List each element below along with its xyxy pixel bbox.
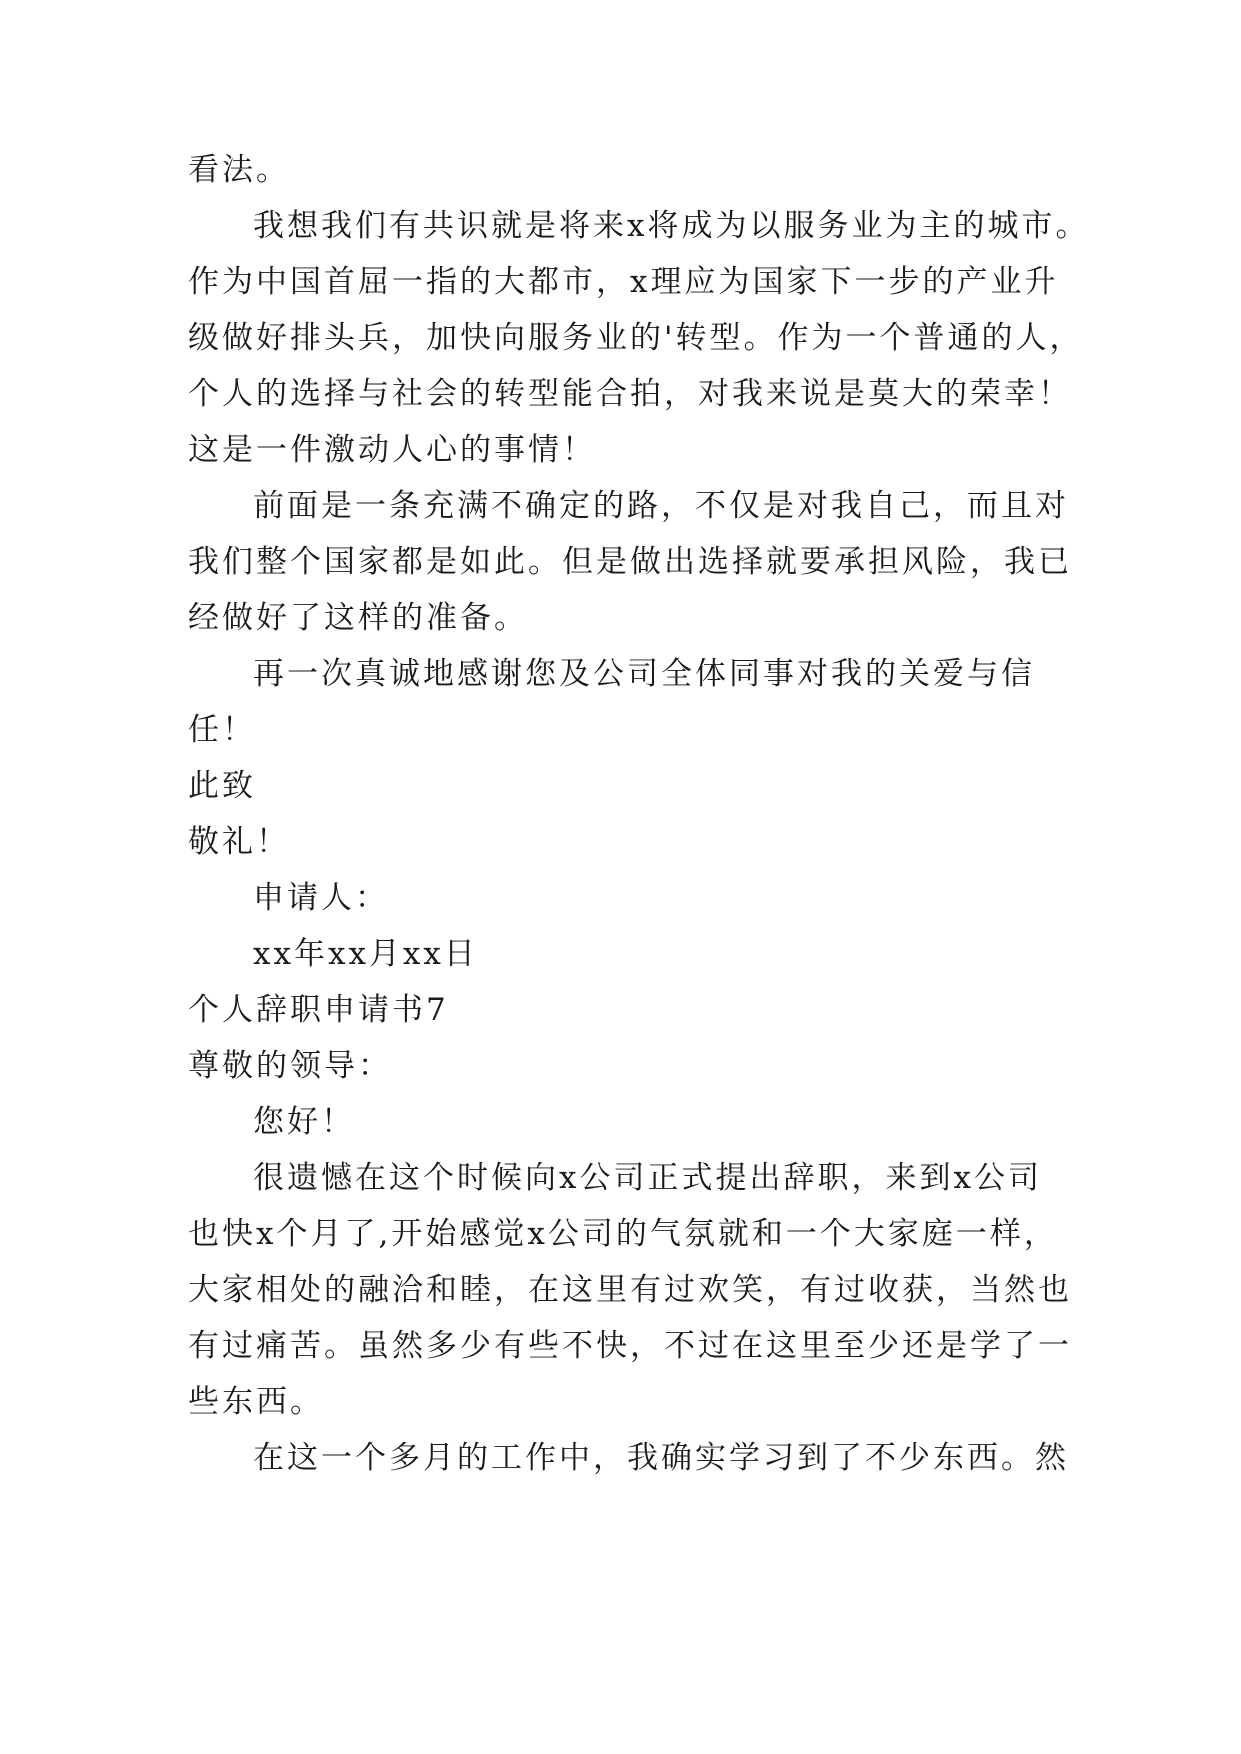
applicant-label: 申请人： [253, 880, 389, 916]
paragraph-line: 任！ [188, 712, 256, 748]
paragraph-line: 些东西。 [188, 1384, 324, 1420]
paragraph-line: 也快x个月了,开始感觉x公司的气氛就和一个大家庭一样， [188, 1216, 1058, 1252]
paragraph-line: 个人的选择与社会的转型能合拍，对我来说是莫大的荣幸！ [188, 376, 1072, 412]
paragraph-line: 大家相处的融洽和睦，在这里有过欢笑，有过收获，当然也 [188, 1272, 1072, 1308]
closing-salutation: 敬礼！ [188, 824, 290, 860]
paragraph-line: 我们整个国家都是如此。但是做出选择就要承担风险，我已 [188, 544, 1072, 580]
section-title: 个人辞职申请书7 [188, 992, 449, 1028]
date-line: xx年xx月xx日 [253, 936, 478, 972]
paragraph-line: 看法。 [188, 152, 290, 188]
greeting: 您好！ [253, 1104, 355, 1140]
paragraph-line: 再一次真诚地感谢您及公司全体同事对我的关爱与信 [253, 656, 1035, 692]
paragraph-line: 我想我们有共识就是将来x将成为以服务业为主的城市。 [253, 208, 1090, 244]
paragraph-line: 前面是一条充满不确定的路，不仅是对我自己，而且对 [253, 488, 1069, 524]
paragraph-line: 经做好了这样的准备。 [188, 600, 528, 636]
paragraph-line: 有过痛苦。虽然多少有些不快，不过在这里至少还是学了一 [188, 1328, 1072, 1364]
greeting: 尊敬的领导： [188, 1048, 392, 1084]
paragraph-line: 作为中国首屈一指的大都市，x理应为国家下一步的产业升 [188, 264, 1059, 300]
paragraph-line: 级做好排头兵，加快向服务业的'转型。作为一个普通的人， [188, 320, 1084, 356]
paragraph-line: 很遗憾在这个时候向x公司正式提出辞职，来到x公司 [253, 1160, 1042, 1196]
paragraph-line: 在这一个多月的工作中，我确实学习到了不少东西。然 [253, 1440, 1069, 1476]
paragraph-line: 这是一件激动人心的事情！ [188, 432, 596, 468]
closing-salutation: 此致 [188, 768, 256, 804]
